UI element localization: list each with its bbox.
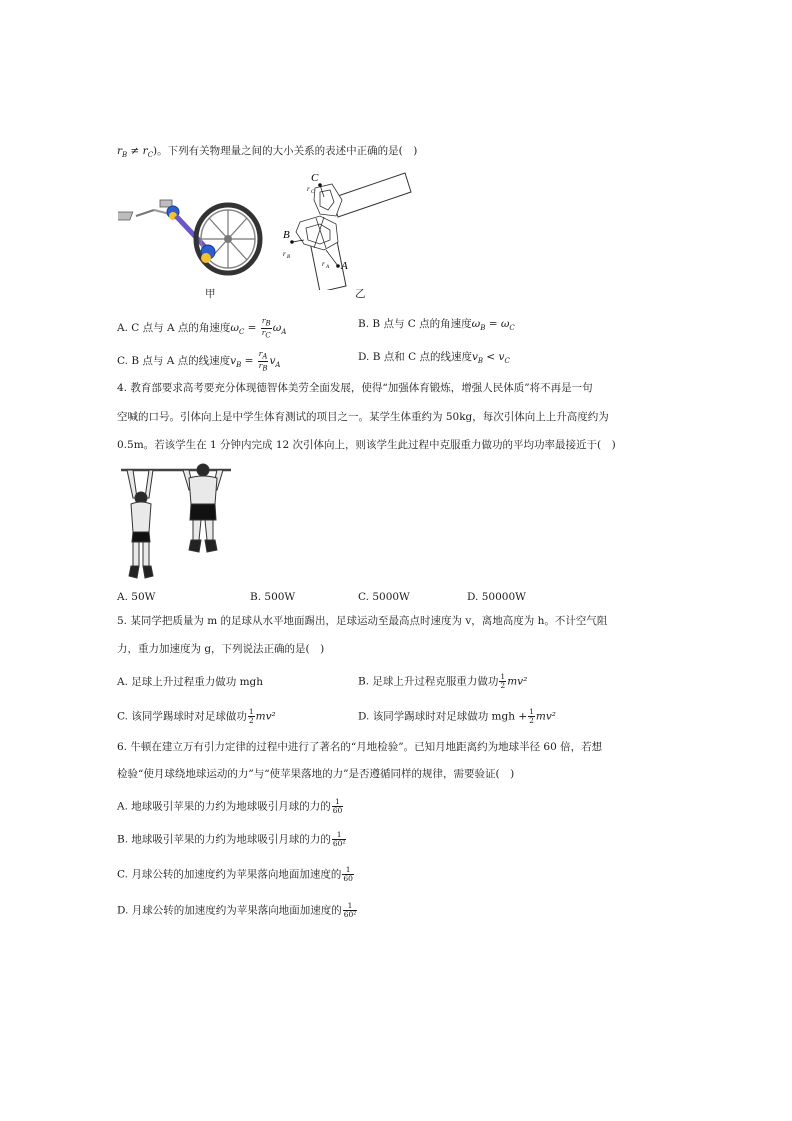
label-rc-sub: C bbox=[311, 190, 315, 195]
athlete-hanging bbox=[127, 470, 153, 578]
upper-bar bbox=[332, 173, 411, 217]
q4-option-b[interactable]: B. 500W bbox=[250, 591, 296, 603]
q5-option-b[interactable]: B. 足球上升过程克服重力做功 $\frac{1}{2}$ mv² bbox=[358, 672, 528, 690]
athlete-raised bbox=[183, 464, 223, 552]
q3-option-c[interactable]: C. B 点与 A 点的线速度$v_B$ = $\frac{r_A}{r_B}$ $v_A$ bbox=[117, 349, 281, 372]
label-a: A bbox=[341, 260, 348, 272]
q5-option-a[interactable]: A. 足球上升过程重力做功 mgh bbox=[117, 676, 264, 688]
q4-line-3: 0.5m。若该学生在 1 分钟内完成 12 次引体向上，则该学生此过程中克服重力做功的平均功率最接近于( ) bbox=[117, 439, 616, 451]
q5-line-2: 力，重力加速度为 g，下列说法正确的是( ) bbox=[117, 643, 325, 655]
label-rb: r bbox=[283, 250, 286, 258]
fraction-rb-over-rc: $\frac{r_B}{r_C}$ bbox=[261, 316, 271, 339]
q6-line-1: 6. 牛顿在建立万有引力定律的过程中进行了著名的“月地检验”。已知月地距离约为地球半径 60 倍，若想 bbox=[117, 741, 603, 753]
q6-line-2: 检验“使月球绕地球运动的力”与“使苹果落地的力”是否遵循同样的规律，需要验证( ) bbox=[117, 768, 515, 780]
fraction-one-over-60-squared: $\frac{1}{\text{60²}}$ bbox=[343, 901, 357, 919]
q3-option-b[interactable]: B. B 点与 C 点的角速度$\omega_B = \omega_C$ bbox=[358, 318, 515, 333]
label-b: B bbox=[283, 229, 290, 241]
pedal-crank-drawing bbox=[118, 200, 179, 220]
q3-stem-line: $r_B \ne r_C$)。下列有关物理量之间的大小关系的表述中正确的是( ) bbox=[117, 145, 418, 160]
fraction-ra-over-rb: $\frac{r_A}{r_B}$ bbox=[258, 349, 268, 372]
q5-option-d[interactable]: D. 该同学踢球时对足球做功 mgh + $\frac{1}{2}$ mv² bbox=[358, 707, 557, 725]
bevel-gear-figure bbox=[280, 170, 415, 290]
bevel-gear-drawing bbox=[201, 245, 215, 263]
label-ra-sub: A bbox=[326, 265, 330, 270]
fraction-one-over-60: $\frac{1}{60}$ bbox=[343, 865, 353, 883]
q3-option-a[interactable]: A. C 点与 A 点的角速度$\omega_C$ = $\frac{r_B}{r_C}$ $\omega_A$ bbox=[117, 316, 287, 339]
q3-option-d[interactable]: D. B 点和 C 点的线速度$v_B < v_C$ bbox=[358, 351, 510, 366]
q6-option-b[interactable]: B. 地球吸引苹果的力约为地球吸引月球的力的 $\frac{1}{\text{60²}}$ bbox=[117, 830, 346, 848]
pull-up-figure bbox=[117, 460, 235, 582]
q5-line-1: 5. 某同学把质量为 m 的足球从水平地面踢出，足球运动至最高点时速度为 v，离地高度为 h。不计空气阻 bbox=[117, 615, 608, 627]
fraction-one-half: $\frac{1}{2}$ bbox=[529, 707, 534, 725]
q6-option-c[interactable]: C. 月球公转的加速度约为苹果落向地面加速度的 $\frac{1}{60}$ bbox=[117, 865, 353, 883]
q6-option-a[interactable]: A. 地球吸引苹果的力约为地球吸引月球的力的 $\frac{1}{60}$ bbox=[117, 797, 343, 815]
figure-caption-jia: 甲 bbox=[205, 288, 216, 300]
label-rc: r bbox=[307, 185, 310, 193]
q4-option-a[interactable]: A. 50W bbox=[117, 591, 156, 603]
label-rb-sub: B bbox=[287, 255, 291, 260]
fraction-one-half: $\frac{1}{2}$ bbox=[248, 707, 254, 725]
figure-caption-yi: 乙 bbox=[355, 288, 366, 300]
label-c: C bbox=[311, 172, 319, 184]
bicycle-drive-figure bbox=[118, 192, 268, 282]
q4-option-c[interactable]: C. 5000W bbox=[358, 591, 410, 603]
fraction-one-over-60: $\frac{1}{60}$ bbox=[332, 797, 343, 815]
label-ra: r bbox=[322, 260, 325, 268]
q6-option-d[interactable]: D. 月球公转的加速度约为苹果落向地面加速度的 $\frac{1}{\text{60²}}$ bbox=[117, 901, 357, 919]
fraction-one-over-60-squared: $\frac{1}{\text{60²}}$ bbox=[332, 830, 346, 848]
fraction-one-half: $\frac{1}{2}$ bbox=[500, 672, 506, 690]
q4-option-d[interactable]: D. 50000W bbox=[467, 591, 526, 603]
q4-line-1: 4. 教育部要求高考要充分体现德智体美劳全面发展，使得“加强体育锻炼，增强人民体质”将不再是一句 bbox=[117, 382, 593, 394]
q5-option-c[interactable]: C. 该同学踢球时对足球做功 $\frac{1}{2}$ mv² bbox=[117, 707, 276, 725]
q4-line-2: 空喊的口号。引体向上是中学生体育测试的项目之一。某学生体重约为 50kg，每次引体向上上升高度约为 bbox=[117, 411, 609, 423]
